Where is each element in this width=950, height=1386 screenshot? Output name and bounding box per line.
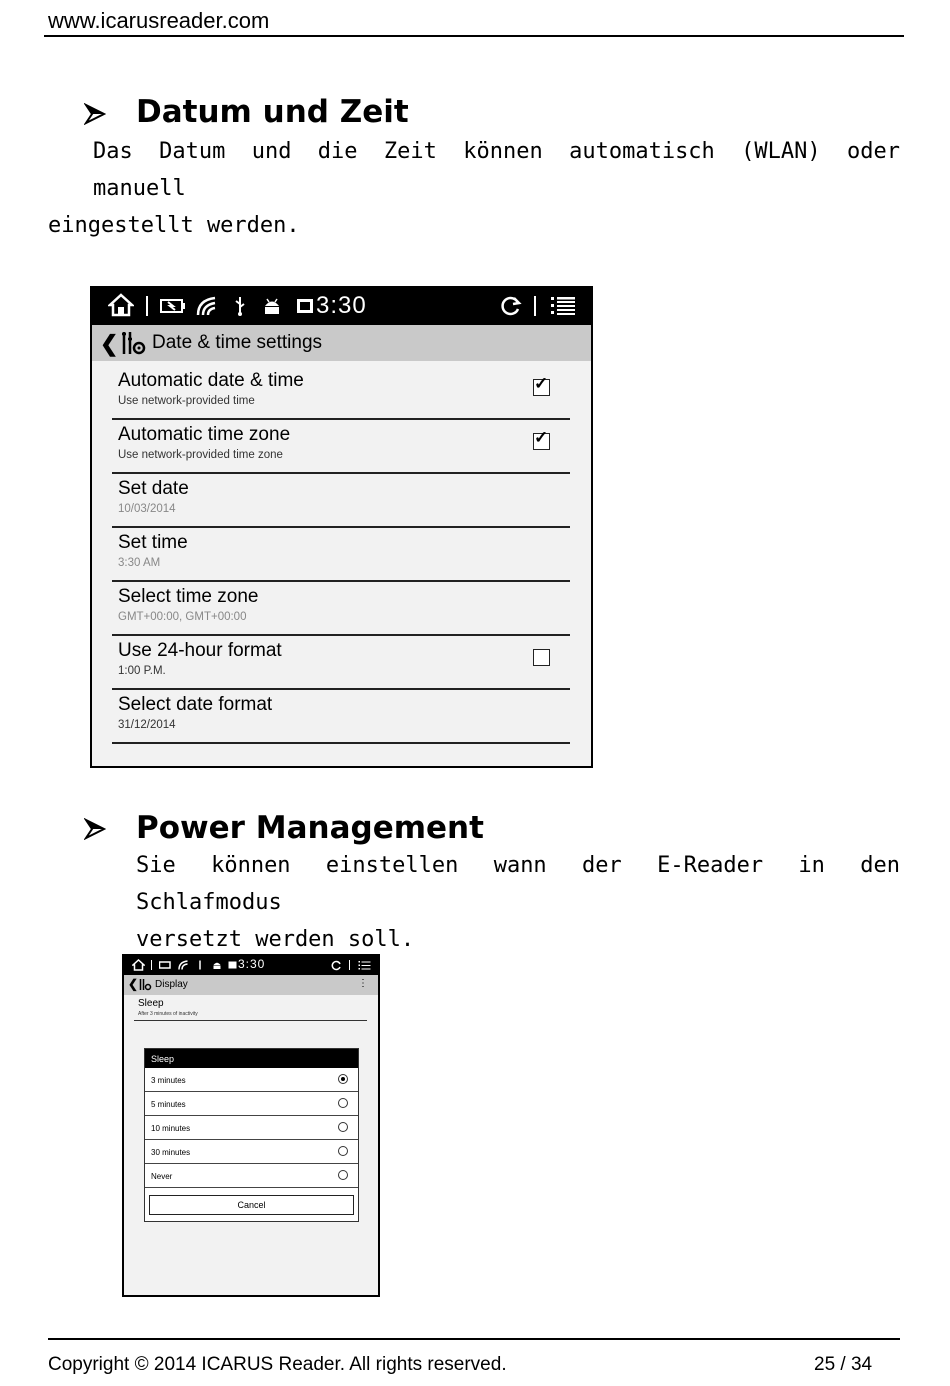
dialog-header bbox=[145, 1049, 358, 1068]
display-titlebar bbox=[124, 975, 378, 995]
footer-divider bbox=[48, 1338, 900, 1340]
checkbox-unchecked[interactable] bbox=[533, 649, 550, 666]
refresh-icon bbox=[331, 960, 342, 971]
date-time-settings-screenshot bbox=[90, 286, 593, 768]
status-bar bbox=[124, 956, 378, 975]
overflow-menu-icon[interactable]: ⋮ bbox=[358, 978, 368, 989]
header-divider bbox=[44, 35, 904, 37]
dialog-title: Sleep bbox=[151, 1054, 175, 1064]
option-label: 30 minutes bbox=[151, 1148, 191, 1157]
paragraph-line: eingestellt werden. bbox=[48, 213, 300, 238]
wifi-icon bbox=[178, 960, 189, 970]
section-paragraph-datum bbox=[48, 133, 900, 244]
radio-selected[interactable] bbox=[338, 1074, 348, 1084]
book-icon bbox=[228, 961, 237, 969]
checkbox-checked[interactable] bbox=[533, 374, 550, 396]
cancel-button[interactable]: Cancel bbox=[149, 1195, 354, 1215]
radio-unselected[interactable] bbox=[338, 1122, 348, 1132]
usb-icon bbox=[197, 960, 203, 970]
wifi-icon bbox=[196, 296, 218, 316]
setting-title: Use 24-hour format bbox=[118, 640, 282, 661]
home-icon bbox=[108, 293, 134, 317]
sleep-option[interactable] bbox=[145, 1092, 358, 1116]
status-bar bbox=[92, 288, 591, 325]
settings-title: Date & time settings bbox=[152, 332, 323, 353]
battery-icon bbox=[160, 298, 186, 314]
paragraph-line: versetzt werden soll. bbox=[136, 927, 415, 952]
android-icon bbox=[262, 296, 282, 316]
settings-titlebar bbox=[92, 325, 591, 361]
setting-set-date[interactable] bbox=[112, 472, 570, 528]
settings-tools-icon bbox=[119, 330, 147, 356]
option-label: 10 minutes bbox=[151, 1124, 191, 1133]
setting-title: Select date format bbox=[118, 694, 273, 715]
battery-icon bbox=[159, 961, 172, 969]
setting-subtitle: 3:30 AM bbox=[118, 557, 161, 569]
menu-list-icon bbox=[358, 960, 371, 971]
setting-subtitle: 10/03/2014 bbox=[118, 503, 176, 515]
radio-unselected[interactable] bbox=[338, 1170, 348, 1180]
usb-icon bbox=[234, 296, 246, 316]
setting-subtitle: Use network-provided time bbox=[118, 395, 255, 407]
paragraph-line: Das Datum und die Zeit können automatisch (WLAN) oder manuell bbox=[93, 139, 900, 201]
check-icon: ✓ bbox=[534, 428, 549, 447]
section-title-datum: Datum und Zeit bbox=[136, 94, 409, 130]
setting-automatic-date-time[interactable] bbox=[112, 364, 570, 420]
setting-title: Automatic time zone bbox=[118, 424, 291, 445]
setting-title: Set date bbox=[118, 478, 189, 499]
setting-title: Select time zone bbox=[118, 586, 259, 607]
option-label: 5 minutes bbox=[151, 1100, 186, 1109]
back-chevron-icon[interactable]: ❮ bbox=[100, 331, 119, 356]
section-title-power: Power Management bbox=[136, 810, 484, 846]
setting-subtitle: 1:00 P.M. bbox=[118, 665, 166, 677]
paragraph-line: Sie können einstellen wann der E-Reader in den Schlafmodus bbox=[136, 853, 900, 915]
sleep-option[interactable] bbox=[145, 1140, 358, 1164]
list-divider bbox=[134, 1020, 367, 1021]
setting-title: Automatic date & time bbox=[118, 370, 304, 391]
setting-set-time[interactable] bbox=[112, 526, 570, 582]
footer-copyright: Copyright © 2014 ICARUS Reader. All rights reserved. bbox=[48, 1354, 507, 1375]
home-icon bbox=[132, 959, 145, 971]
book-icon bbox=[296, 298, 314, 314]
arrow-bullet-icon bbox=[84, 818, 106, 840]
status-clock: 3:30 bbox=[238, 957, 266, 971]
radio-unselected[interactable] bbox=[338, 1146, 348, 1156]
setting-title: Set time bbox=[118, 532, 188, 553]
setting-subtitle: GMT+00:00, GMT+00:00 bbox=[118, 611, 247, 623]
option-label: 3 minutes bbox=[151, 1076, 186, 1085]
arrow-bullet-icon bbox=[84, 103, 106, 125]
sleep-dialog bbox=[144, 1048, 359, 1222]
back-chevron-icon[interactable]: ❮ bbox=[128, 977, 139, 991]
radio-unselected[interactable] bbox=[338, 1098, 348, 1108]
section-paragraph-power bbox=[136, 847, 900, 958]
option-label: Never bbox=[151, 1172, 173, 1181]
sleep-setting-subtitle: After 3 minutes of inactivity bbox=[138, 1011, 198, 1017]
setting-subtitle: Use network-provided time zone bbox=[118, 449, 283, 461]
settings-tools-icon bbox=[138, 978, 152, 991]
android-icon bbox=[212, 960, 222, 970]
checkbox-checked[interactable] bbox=[533, 428, 550, 450]
site-url-header: www.icarusreader.com bbox=[48, 8, 270, 33]
sleep-option[interactable] bbox=[145, 1068, 358, 1092]
sleep-setting-label[interactable]: Sleep bbox=[138, 998, 164, 1009]
status-clock: 3:30 bbox=[316, 292, 367, 319]
display-sleep-screenshot bbox=[122, 954, 380, 1297]
menu-list-icon bbox=[550, 295, 576, 317]
page-number: 25 / 34 bbox=[814, 1354, 873, 1375]
setting-select-date-format[interactable] bbox=[112, 688, 570, 744]
setting-automatic-time-zone[interactable] bbox=[112, 418, 570, 474]
sleep-option[interactable] bbox=[145, 1116, 358, 1140]
setting-24-hour-format[interactable] bbox=[112, 634, 570, 690]
setting-select-time-zone[interactable] bbox=[112, 580, 570, 636]
setting-subtitle: 31/12/2014 bbox=[118, 719, 176, 731]
sleep-option[interactable] bbox=[145, 1164, 358, 1188]
check-icon: ✓ bbox=[534, 374, 549, 393]
refresh-icon bbox=[500, 295, 522, 317]
display-title: Display bbox=[155, 979, 188, 990]
